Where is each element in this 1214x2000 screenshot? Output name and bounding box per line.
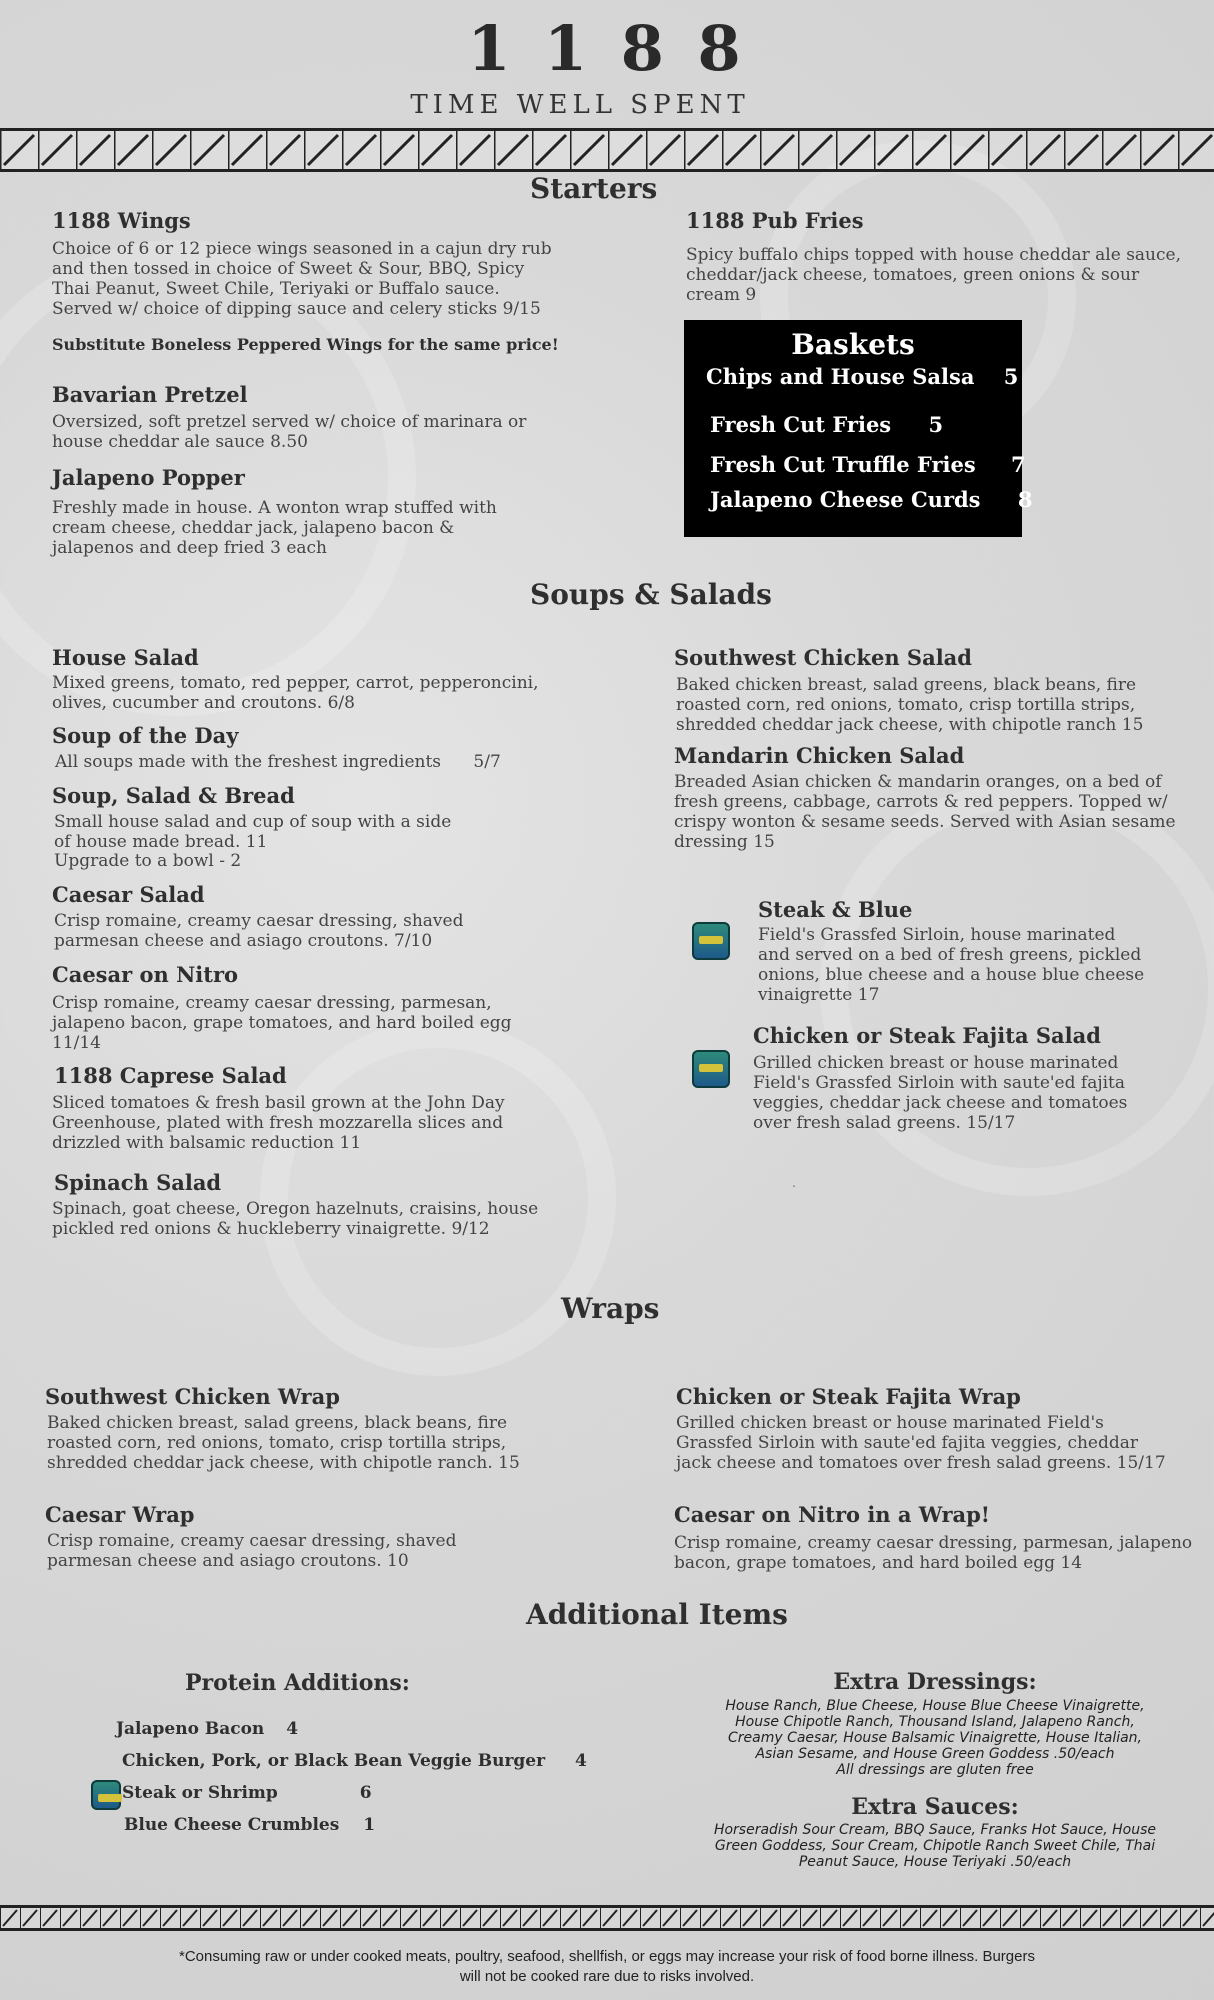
basket-label: Fresh Cut Fries xyxy=(710,412,892,437)
item-description: Baked chicken breast, salad greens, black beans, fire roasted corn, red onions, tomato, crisp tortilla strips, shredded cheddar jack cheese, with chipotle ranch 15 xyxy=(676,675,1144,735)
logo: 1 1 8 8 xyxy=(467,12,747,85)
grassfed-badge-icon xyxy=(692,1050,730,1088)
item-title: 1188 Wings xyxy=(52,208,191,233)
dressings-list xyxy=(700,1698,1170,1778)
item-description: Spinach, goat cheese, Oregon hazelnuts, craisins, house pickled red onions & huckleberry vinaigrette. 9/12 xyxy=(52,1199,539,1239)
protein-price: 4 xyxy=(286,1719,299,1739)
sauces-line: Peanut Sauce, House Teriyaki .50/each xyxy=(798,1854,1072,1870)
protein-price: 6 xyxy=(359,1783,372,1803)
item-title: Jalapeno Popper xyxy=(52,465,245,490)
basket-label: Jalapeno Cheese Curds xyxy=(710,487,981,512)
basket-price: 8 xyxy=(1017,487,1033,512)
item-description: All soups made with the freshest ingredients 5/7 xyxy=(55,752,501,772)
item-description: Breaded Asian chicken & mandarin oranges, on a bed of fresh greens, cabbage, carrots & red peppers. Topped w/ crispy wonton & sesame seeds. Served with Asian sesame dressing 15 xyxy=(674,772,1176,852)
item-title: Caesar Wrap xyxy=(45,1502,195,1527)
item-title: Chicken or Steak Fajita Wrap xyxy=(676,1384,1021,1409)
footer-disclaimer xyxy=(0,1947,1214,1987)
item-title: Caesar on Nitro xyxy=(52,962,239,987)
baskets-title: Baskets xyxy=(791,328,915,361)
item-title: Caesar on Nitro in a Wrap! xyxy=(674,1502,991,1527)
protein-price: 4 xyxy=(575,1751,587,1771)
protein-price: 1 xyxy=(363,1815,376,1835)
basket-item xyxy=(710,412,943,437)
item-description: Crisp romaine, creamy caesar dressing, parmesan, jalapeno bacon, grape tomatoes, and hard boiled egg 14 xyxy=(674,1533,1193,1573)
item-description: Crisp romaine, creamy caesar dressing, shaved parmesan cheese and asiago croutons. 10 xyxy=(47,1531,457,1571)
section-title-soups-salads: Soups & Salads xyxy=(530,578,772,611)
protein-label: Blue Cheese Crumbles xyxy=(124,1815,340,1835)
sauces-list xyxy=(700,1822,1170,1870)
item-title: Caesar Salad xyxy=(52,882,205,907)
basket-price: 5 xyxy=(1003,364,1019,389)
item-description: Crisp romaine, creamy caesar dressing, parmesan, jalapeno bacon, grape tomatoes, and hard boiled egg 11/14 xyxy=(52,993,512,1053)
item-title: Spinach Salad xyxy=(54,1170,222,1195)
protein-label: Steak or Shrimp xyxy=(122,1783,278,1803)
dressings-line: Creamy Caesar, House Balsamic Vinaigrette, House Italian, xyxy=(727,1730,1142,1746)
protein-item xyxy=(122,1751,587,1771)
item-title: Soup of the Day xyxy=(52,723,239,748)
dressings-line: Asian Sesame, and House Green Goddess .50/each xyxy=(755,1746,1115,1762)
item-description: Baked chicken breast, salad greens, black beans, fire roasted corn, red onions, tomato, crisp tortilla strips, shredded cheddar jack cheese, with chipotle ranch. 15 xyxy=(47,1413,520,1473)
baskets-box xyxy=(684,320,1033,537)
item-description: Mixed greens, tomato, red pepper, carrot, pepperoncini, olives, cucumber and croutons. 6/8 xyxy=(52,673,539,713)
protein-item xyxy=(122,1783,372,1803)
item-title: Bavarian Pretzel xyxy=(52,382,248,407)
item-description: Crisp romaine, creamy caesar dressing, shaved parmesan cheese and asiago croutons. 7/10 xyxy=(54,911,464,951)
item-description: Small house salad and cup of soup with a side of house made bread. 11 xyxy=(54,812,452,852)
item-title: Southwest Chicken Salad xyxy=(674,645,972,670)
tagline: TIME WELL SPENT xyxy=(410,90,750,120)
basket-item xyxy=(710,452,1026,477)
sauces-line: Horseradish Sour Cream, BBQ Sauce, Franks Hot Sauce, House xyxy=(713,1822,1157,1838)
bottom-pattern-border xyxy=(0,1905,1214,1931)
item-title: Southwest Chicken Wrap xyxy=(45,1384,340,1409)
protein-item xyxy=(116,1719,298,1739)
protein-label: Chicken, Pork, or Black Bean Veggie Burger xyxy=(122,1751,546,1771)
item-title: Chicken or Steak Fajita Salad xyxy=(753,1023,1101,1048)
item-description: Sliced tomatoes & fresh basil grown at the John Day Greenhouse, plated with fresh mozzarella slices and drizzled with balsamic reduction 11 xyxy=(52,1093,505,1153)
sauces-heading: Extra Sauces: xyxy=(851,1794,1019,1820)
zigzag-pattern xyxy=(0,131,1214,169)
grassfed-badge-icon xyxy=(91,1780,121,1810)
item-description: Grilled chicken breast or house marinated Field's Grassfed Sirloin with saute'ed fajita veggies, cheddar jack cheese and tomatoes over fresh salad greens. 15/17 xyxy=(676,1413,1166,1473)
dressings-heading: Extra Dressings: xyxy=(833,1669,1037,1695)
protein-heading: Protein Additions: xyxy=(185,1670,410,1696)
sauces-line: Green Goddess, Sour Cream, Chipotle Ranch Sweet Chile, Thai xyxy=(714,1838,1156,1854)
item-title: Soup, Salad & Bread xyxy=(52,783,295,808)
wings-note: Substitute Boneless Peppered Wings for the same price! xyxy=(52,335,559,354)
section-title-wraps: Wraps xyxy=(561,1292,660,1325)
item-description: Field's Grassfed Sirloin, house marinated and served on a bed of fresh greens, pickled onions, blue cheese and a house blue cheese vinaigrette 17 xyxy=(758,925,1145,1005)
item-title: 1188 Caprese Salad xyxy=(54,1063,287,1088)
dressings-line: House Ranch, Blue Cheese, House Blue Cheese Vinaigrette, xyxy=(725,1698,1145,1714)
top-pattern-border xyxy=(0,128,1214,172)
item-title: Mandarin Chicken Salad xyxy=(674,743,965,768)
upgrade-note: Upgrade to a bowl - 2 xyxy=(54,851,242,871)
item-description: Freshly made in house. A wonton wrap stuffed with cream cheese, cheddar jack, jalapeno bacon & jalapenos and deep fried 3 each xyxy=(52,498,497,558)
basket-price: 5 xyxy=(928,412,944,437)
stray-dot: . xyxy=(792,1176,796,1190)
item-title: House Salad xyxy=(52,645,199,670)
protein-item xyxy=(124,1815,375,1835)
item-description: Oversized, soft pretzel served w/ choice of marinara or house cheddar ale sauce 8.50 xyxy=(52,412,527,452)
protein-label: Jalapeno Bacon xyxy=(116,1719,265,1739)
basket-label: Chips and House Salsa xyxy=(706,364,975,389)
item-description: Spicy buffalo chips topped with house cheddar ale sauce, cheddar/jack cheese, tomatoes, green onions & sour cream 9 xyxy=(686,245,1181,305)
item-description: Grilled chicken breast or house marinated Field's Grassfed Sirloin with saute'ed fajita veggies, cheddar jack cheese and tomatoes over fresh salad greens. 15/17 xyxy=(753,1053,1128,1133)
footer-line: *Consuming raw or under cooked meats, poultry, seafood, shellfish, or eggs may increase your risk of food borne illness. Burgers xyxy=(179,1948,1035,1965)
grassfed-badge-icon xyxy=(692,922,730,960)
item-title: 1188 Pub Fries xyxy=(686,208,864,233)
dressings-line: House Chipotle Ranch, Thousand Island, Jalapeno Ranch, xyxy=(735,1714,1135,1730)
zigzag-pattern xyxy=(0,1908,1214,1928)
section-title-additional: Additional Items xyxy=(526,1598,788,1631)
item-title: Steak & Blue xyxy=(758,897,913,922)
footer-line: will not be cooked rare due to risks involved. xyxy=(459,1968,755,1985)
dressings-line: All dressings are gluten free xyxy=(836,1762,1034,1778)
item-description: Choice of 6 or 12 piece wings seasoned in a cajun dry rub and then tossed in choice of Sweet & Sour, BBQ, Spicy Thai Peanut, Sweet Chile, Teriyaki or Buffalo sauce. Served w/ choice of dipping sauce and celery sticks 9/15 xyxy=(52,239,552,319)
section-title-starters: Starters xyxy=(530,172,658,205)
basket-item xyxy=(710,487,1032,512)
basket-item xyxy=(706,364,1018,389)
basket-label: Fresh Cut Truffle Fries xyxy=(710,452,976,477)
basket-price: 7 xyxy=(1011,452,1026,477)
